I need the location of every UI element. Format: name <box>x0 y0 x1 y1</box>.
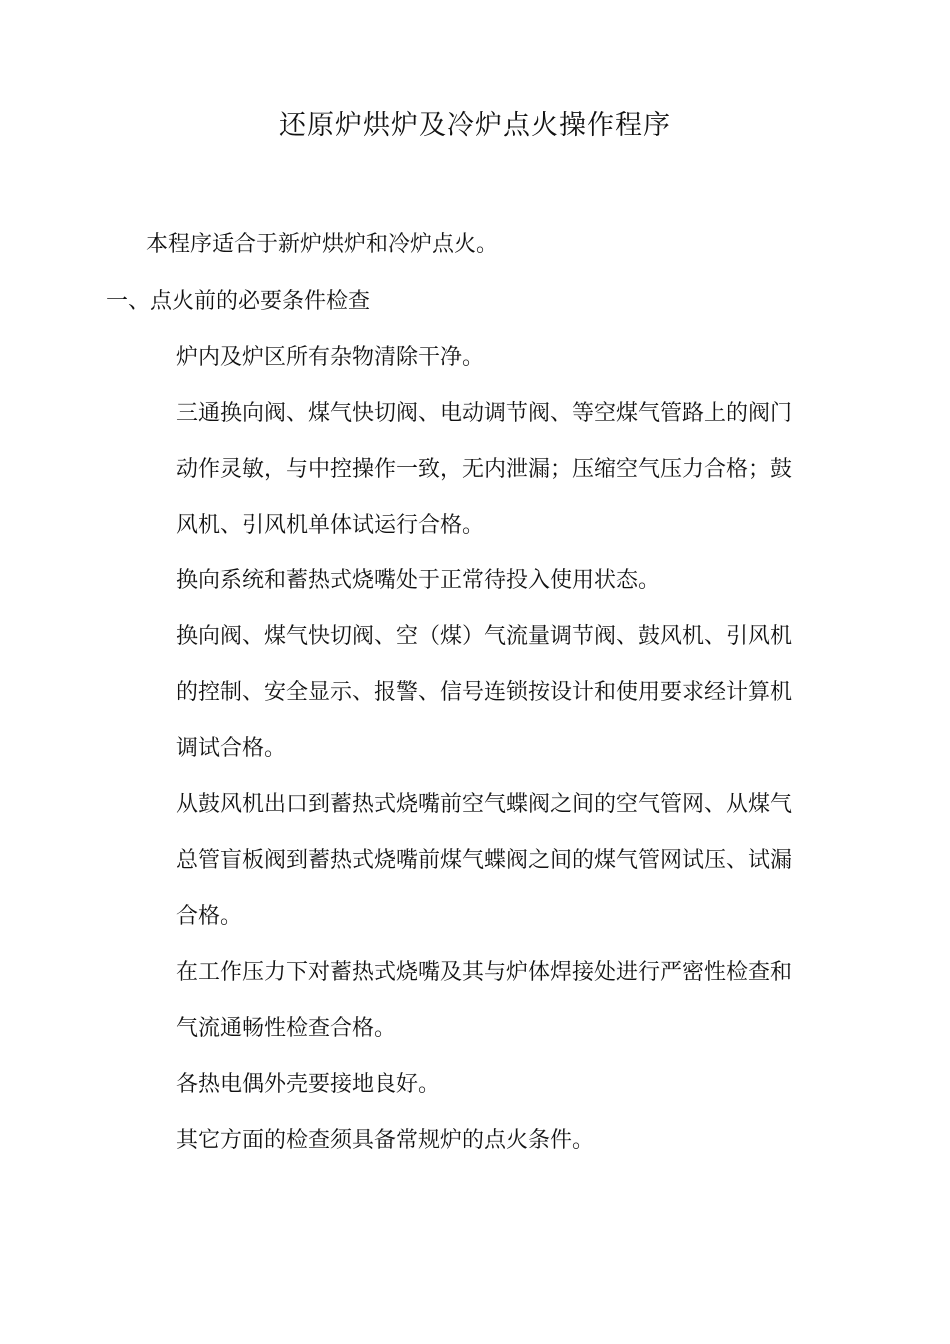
check-item-line: 气流通畅性检查合格。 <box>176 1016 397 1041</box>
check-item-5 <box>176 788 792 956</box>
check-item-line: 调试合格。 <box>176 736 287 761</box>
check-item-2 <box>176 397 792 565</box>
check-item-line: 的控制、安全显示、报警、信号连锁按设计和使用要求经计算机 <box>176 680 793 705</box>
check-item-line: 各热电偶外壳要接地良好。 <box>176 1072 441 1097</box>
check-item-line: 风机、引风机单体试运行合格。 <box>176 513 485 538</box>
check-item-line: 总管盲板阀到蓄热式烧嘴前煤气蝶阀之间的煤气管网试压、试漏 <box>176 848 793 873</box>
check-item-line: 炉内及炉区所有杂物清除干净。 <box>176 345 485 370</box>
check-item-line: 在工作压力下对蓄热式烧嘴及其与炉体焊接处进行严密性检查和 <box>176 960 793 985</box>
check-item-line: 动作灵敏，与中控操作一致，无内泄漏；压缩空气压力合格；鼓 <box>176 457 793 482</box>
check-item-1 <box>176 341 484 375</box>
check-item-line: 合格。 <box>176 904 243 929</box>
check-item-8 <box>176 1124 594 1158</box>
check-item-line: 换向阀、煤气快切阀、空（煤）气流量调节阀、鼓风机、引风机 <box>176 624 793 649</box>
section-heading: 一、点火前的必要条件检查 <box>106 289 371 314</box>
check-item-line: 其它方面的检查须具备常规炉的点火条件。 <box>176 1128 595 1153</box>
document-title: 还原炉烘炉及冷炉点火操作程序 <box>279 110 671 141</box>
check-item-4 <box>176 620 792 788</box>
intro-paragraph: 本程序适合于新炉烘炉和冷炉点火。 <box>146 232 499 257</box>
check-item-line: 三通换向阀、煤气快切阀、电动调节阀、等空煤气管路上的阀门 <box>176 401 793 426</box>
check-item-3 <box>176 564 660 598</box>
check-item-7 <box>176 1068 440 1102</box>
check-item-6 <box>176 956 792 1068</box>
check-item-line: 换向系统和蓄热式烧嘴处于正常待投入使用状态。 <box>176 568 661 593</box>
check-item-line: 从鼓风机出口到蓄热式烧嘴前空气蝶阀之间的空气管网、从煤气 <box>176 792 793 817</box>
